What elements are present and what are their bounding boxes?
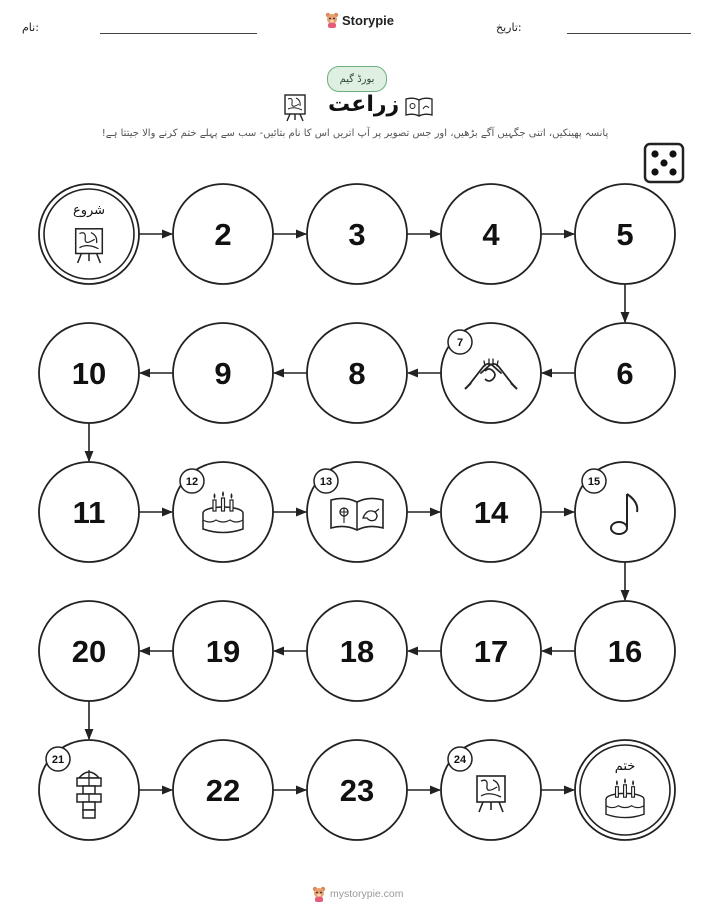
date-label: تاریخ: bbox=[496, 21, 522, 34]
space-number: 10 bbox=[71, 356, 107, 391]
painting-easel-icon bbox=[477, 776, 505, 812]
board-space-5 bbox=[575, 184, 675, 284]
board-space-25 bbox=[575, 740, 675, 840]
instructions-text: پانسہ پھینکیں، اتنی جگہیں آگے بڑھیں، اور جس تصویر پر آپ اتریں اس کا نام بتائیں- سب سے پہلے ختم کرنے والا جیتتا ہے! bbox=[101, 128, 609, 139]
svg-text:12: 12 bbox=[185, 476, 199, 488]
space-number: 4 bbox=[482, 217, 500, 252]
board-space-21 bbox=[39, 740, 139, 840]
space-number: 9 bbox=[214, 356, 232, 391]
space-number: 23 bbox=[339, 773, 375, 808]
space-number-badge bbox=[46, 747, 70, 771]
finish-label: ختم bbox=[614, 759, 636, 774]
space-number: 14 bbox=[473, 495, 509, 530]
painting-easel-icon bbox=[76, 229, 103, 263]
space-number: 5 bbox=[616, 217, 634, 252]
svg-text:21: 21 bbox=[51, 754, 65, 766]
board-space-22 bbox=[173, 740, 273, 840]
space-number: 3 bbox=[348, 217, 366, 252]
board-space-1 bbox=[39, 184, 139, 284]
board-space-8 bbox=[307, 323, 407, 423]
board-space-4 bbox=[441, 184, 541, 284]
svg-text:7: 7 bbox=[456, 337, 464, 349]
name-label: نام: bbox=[22, 21, 39, 34]
board-space-14 bbox=[441, 462, 541, 562]
page-title: زراعت bbox=[328, 92, 400, 117]
footer-url: mystorypie.com bbox=[330, 888, 404, 900]
space-number: 11 bbox=[72, 495, 106, 530]
space-number-badge bbox=[448, 330, 472, 354]
board-space-7 bbox=[441, 323, 541, 423]
footer bbox=[312, 886, 404, 902]
bear-mascot-icon bbox=[312, 886, 326, 902]
svg-text:15: 15 bbox=[587, 476, 601, 488]
space-number-badge bbox=[180, 469, 204, 493]
board-space-6 bbox=[575, 323, 675, 423]
board-space-2 bbox=[173, 184, 273, 284]
space-number: 17 bbox=[473, 634, 509, 669]
board-space-19 bbox=[173, 601, 273, 701]
board-space-3 bbox=[307, 184, 407, 284]
board-space-20 bbox=[39, 601, 139, 701]
space-number: 2 bbox=[214, 217, 232, 252]
brand-name: Storypie bbox=[342, 12, 395, 28]
space-number-badge bbox=[582, 469, 606, 493]
board-space-17 bbox=[441, 601, 541, 701]
board-space-9 bbox=[173, 323, 273, 423]
board-space-15 bbox=[575, 462, 675, 562]
space-number-badge bbox=[314, 469, 338, 493]
board-space-10 bbox=[39, 323, 139, 423]
board-space-13 bbox=[307, 462, 407, 562]
space-number: 18 bbox=[339, 634, 375, 669]
board-space-24 bbox=[441, 740, 541, 840]
svg-text:24: 24 bbox=[453, 754, 467, 766]
start-label: شروع bbox=[72, 203, 106, 218]
game-type-badge: بورڈ گیم bbox=[327, 66, 387, 92]
space-number: 20 bbox=[71, 634, 107, 669]
space-number: 6 bbox=[616, 356, 634, 391]
space-number-badge bbox=[448, 747, 472, 771]
open-book-icon bbox=[331, 498, 383, 530]
svg-text:13: 13 bbox=[319, 476, 333, 488]
space-number: 19 bbox=[205, 634, 241, 669]
board-space-16 bbox=[575, 601, 675, 701]
board-space-12 bbox=[173, 462, 273, 562]
board-space-11 bbox=[39, 462, 139, 562]
space-number: 8 bbox=[348, 356, 366, 391]
space-number: 22 bbox=[205, 773, 241, 808]
space-number: 16 bbox=[607, 634, 643, 669]
board-space-18 bbox=[307, 601, 407, 701]
board-space-23 bbox=[307, 740, 407, 840]
